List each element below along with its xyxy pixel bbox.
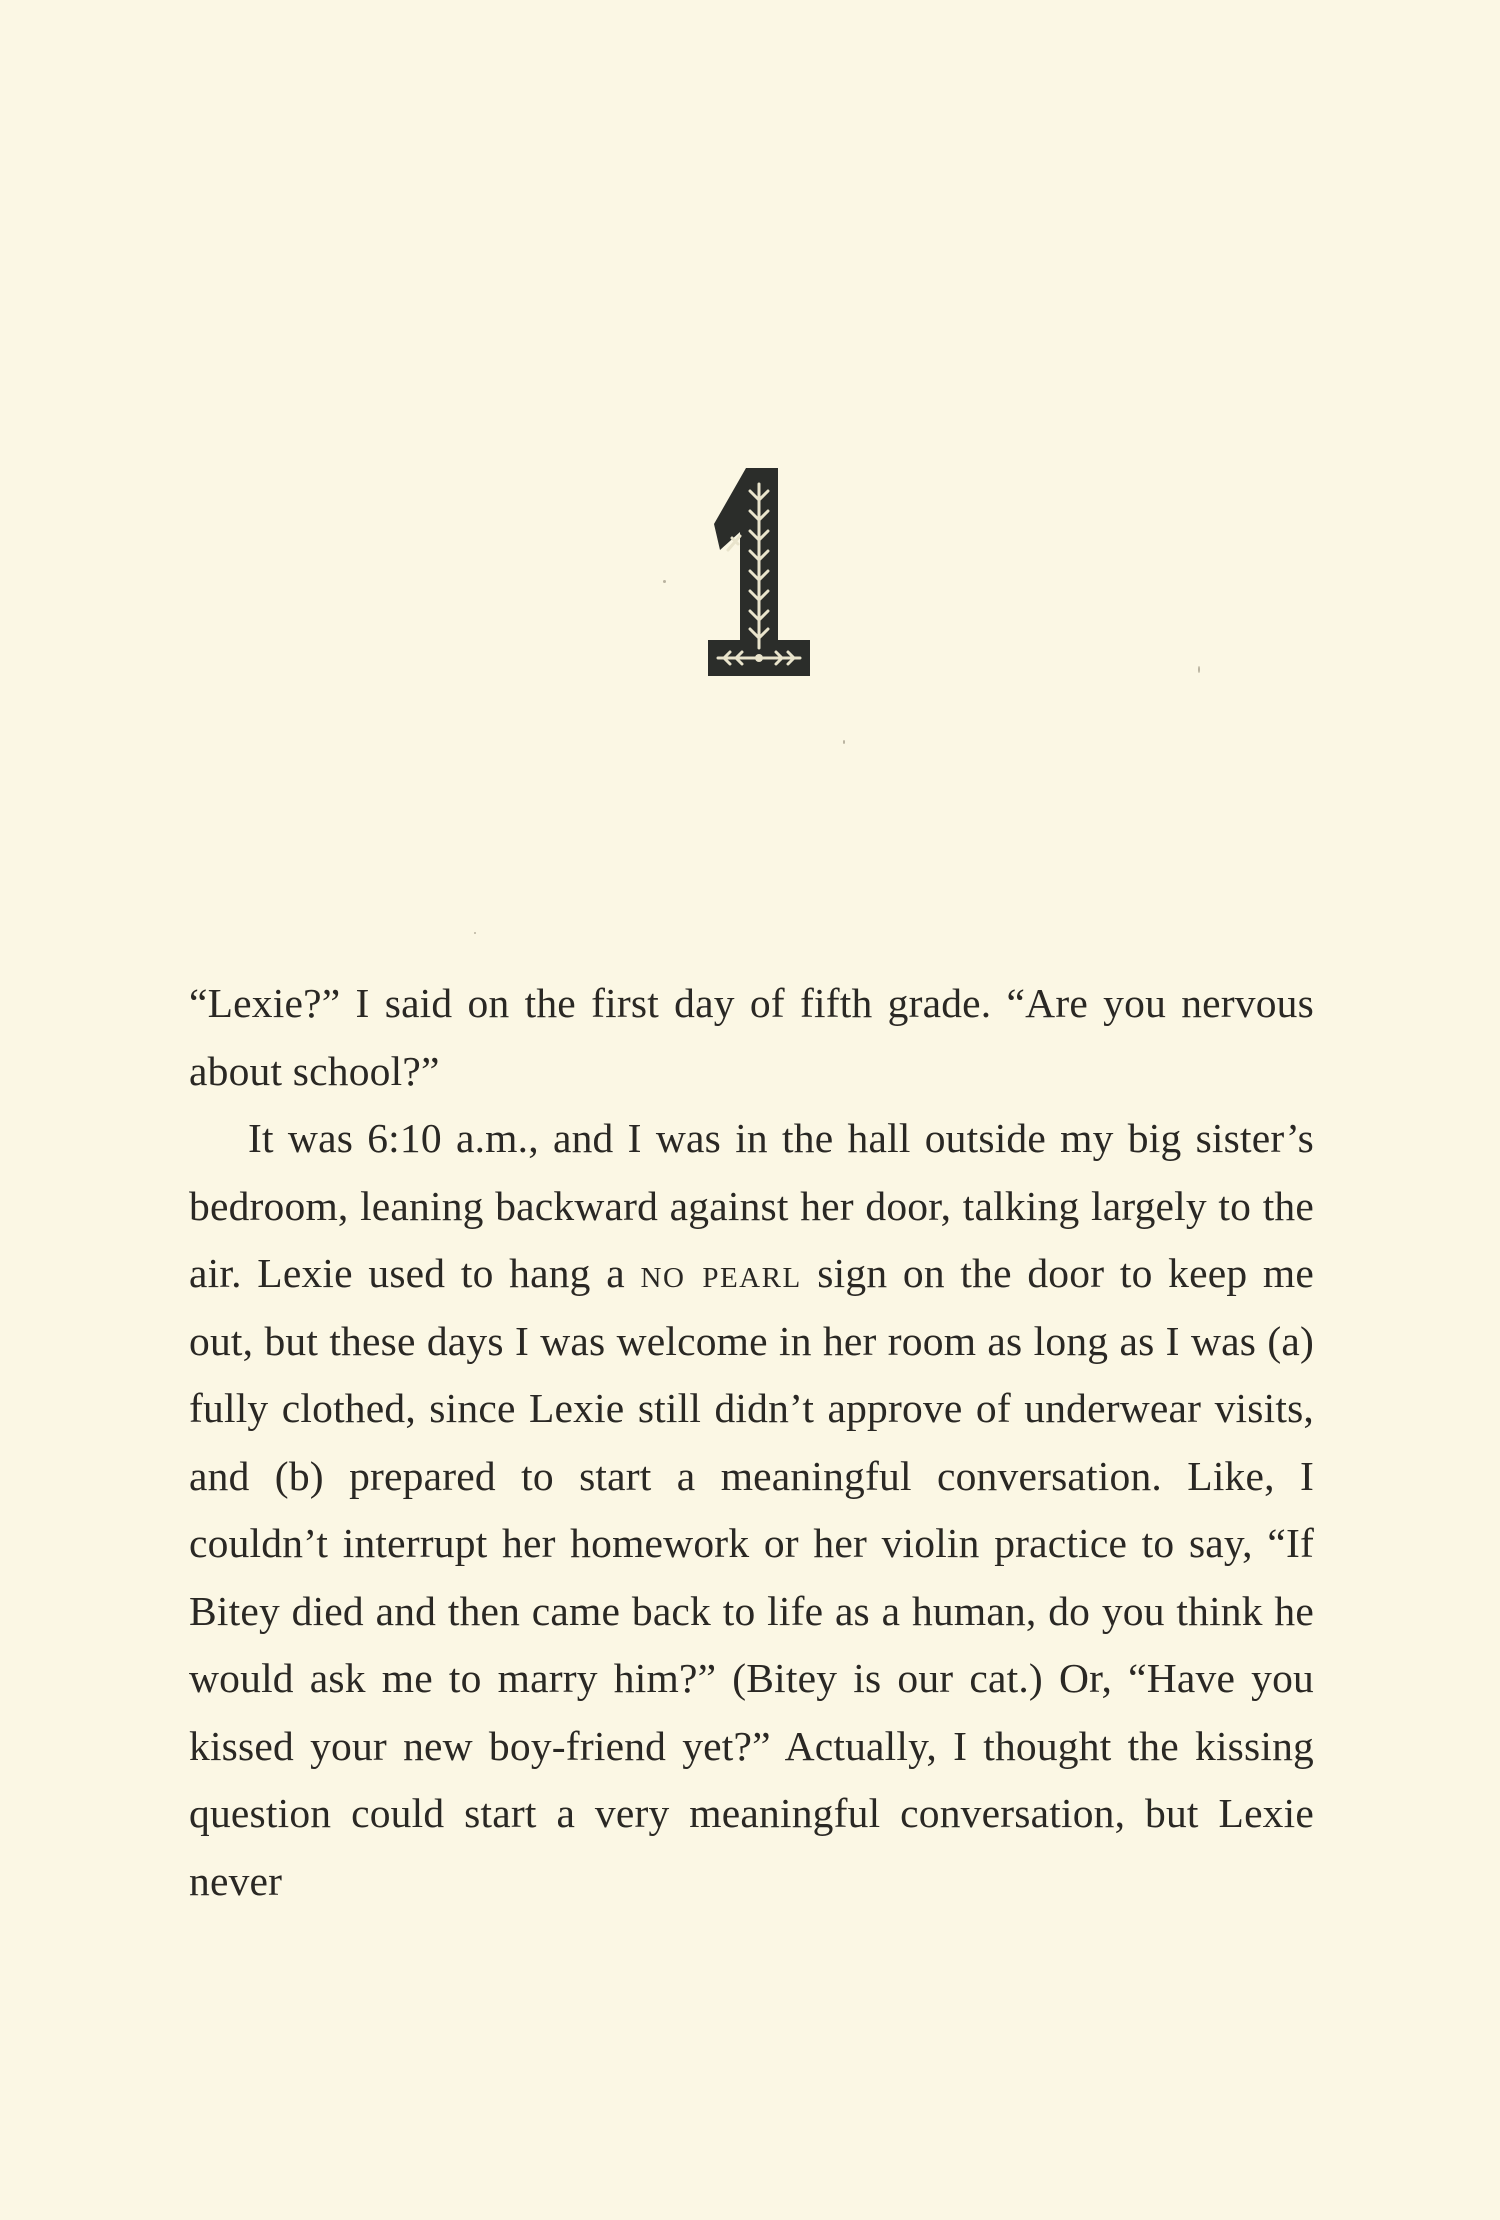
chapter-body-text: [189, 970, 1314, 1915]
chapter-number-ornament: [700, 462, 830, 682]
paper-speck: [843, 740, 845, 744]
no-pearl-sign-text: no pearl: [640, 1250, 802, 1296]
paper-speck: [1198, 666, 1200, 673]
paragraph-2-part-1: It was 6:10 a.m., and I was in the hall outside my big sister’s bedroom, leaning backward against her door, talking largely to the air. Lexie used to hang a: [189, 1115, 1314, 1296]
paper-speck: [474, 932, 476, 934]
paper-speck: [663, 580, 666, 583]
paragraph-1: [189, 970, 1314, 1105]
paragraph-2: [189, 1105, 1314, 1915]
paragraph-2-part-2: sign on the door to keep me out, but these days I was welcome in her room as long as I was (a) fully clothed, since Lexie still didn’t approve of underwear visits, and (b) prepared to start a meaningful conversation. Like, I couldn’t interrupt her homework or her violin practice to say, “If Bitey died and then came back to life as a human, do you think he would ask me to marry him?” (Bitey is our cat.) Or, “Have you kissed your new boy-friend yet?” Actually, I thought the kissing question could start a very meaningful conversation, but Lexie never: [189, 1250, 1315, 1904]
paragraph-1-text: “Lexie?” I said on the first day of fifth grade. “Are you nervous about school?”: [189, 980, 1314, 1094]
ornamental-numeral-one-icon: [700, 462, 830, 682]
